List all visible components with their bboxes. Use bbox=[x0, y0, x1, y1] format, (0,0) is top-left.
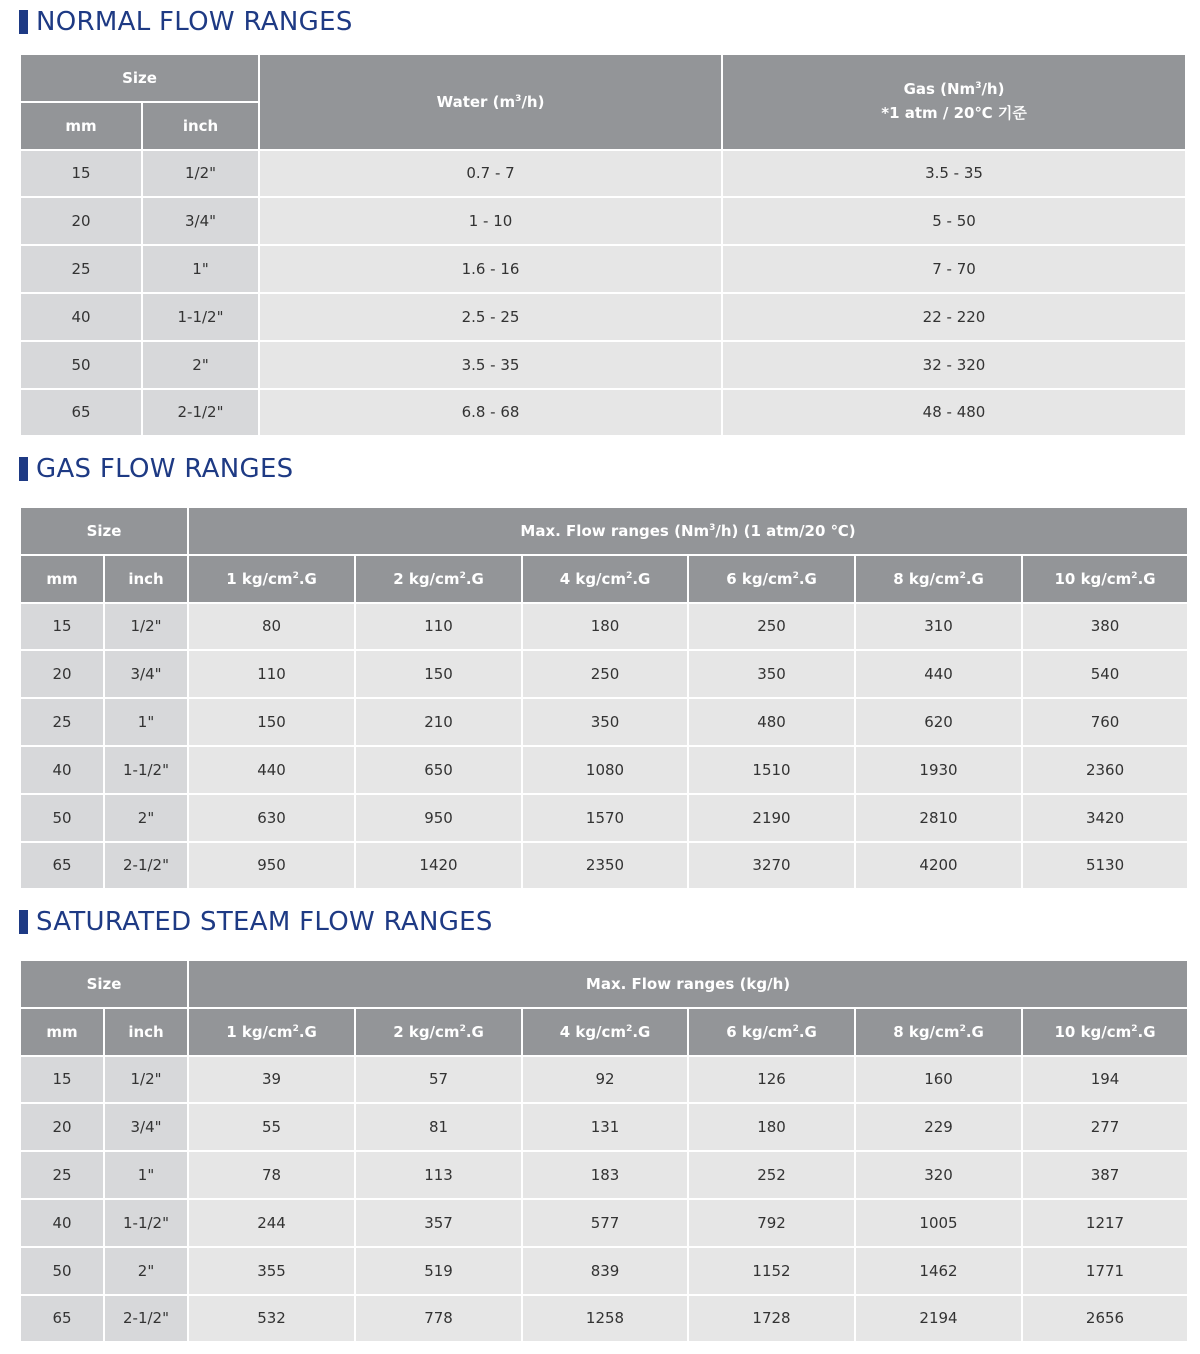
normal-section-title-text: NORMAL FLOW RANGES bbox=[36, 7, 353, 37]
size-header: Size bbox=[20, 960, 188, 1008]
table-row bbox=[20, 1199, 1188, 1247]
pressure-header-sup: 2 bbox=[792, 1023, 799, 1034]
steam-section-title-text: SATURATED STEAM FLOW RANGES bbox=[36, 907, 493, 937]
pressure-header bbox=[688, 555, 855, 603]
pressure-header-sup: 2 bbox=[626, 570, 633, 581]
mm-cell: 65 bbox=[20, 1295, 104, 1343]
value-cell: 839 bbox=[522, 1247, 688, 1295]
steam-section-title bbox=[19, 904, 493, 940]
value-cell: 180 bbox=[522, 603, 688, 651]
pressure-header-suffix: .G bbox=[798, 1022, 817, 1041]
value-cell: 950 bbox=[355, 794, 522, 842]
value-cell: 1258 bbox=[522, 1295, 688, 1343]
water-cell: 1.6 - 16 bbox=[259, 245, 722, 293]
table-row bbox=[20, 197, 1186, 245]
inch-cell: 1" bbox=[104, 1151, 188, 1199]
value-cell: 1728 bbox=[688, 1295, 855, 1343]
gas-section-title bbox=[19, 451, 293, 487]
pressure-header-suffix: .G bbox=[965, 569, 984, 588]
value-cell: 194 bbox=[1022, 1056, 1188, 1104]
table-row bbox=[20, 1295, 1188, 1343]
water-cell: 1 - 10 bbox=[259, 197, 722, 245]
table-row bbox=[20, 603, 1188, 651]
water-header bbox=[259, 54, 722, 150]
title-bar-icon bbox=[19, 910, 28, 934]
mm-cell: 15 bbox=[20, 603, 104, 651]
table-row bbox=[20, 794, 1188, 842]
value-cell: 620 bbox=[855, 698, 1022, 746]
value-cell: 577 bbox=[522, 1199, 688, 1247]
gas-cell: 7 - 70 bbox=[722, 245, 1186, 293]
value-cell: 2360 bbox=[1022, 746, 1188, 794]
table-row bbox=[20, 650, 1188, 698]
inch-cell: 2" bbox=[104, 1247, 188, 1295]
mm-cell: 40 bbox=[20, 746, 104, 794]
inch-cell: 1/2" bbox=[142, 150, 259, 198]
table-row bbox=[20, 341, 1186, 389]
pressure-header-suffix: .G bbox=[298, 569, 317, 588]
inch-cell: 1/2" bbox=[104, 1056, 188, 1104]
pressure-header-text: 4 kg/cm bbox=[559, 569, 627, 588]
value-cell: 760 bbox=[1022, 698, 1188, 746]
value-cell: 2810 bbox=[855, 794, 1022, 842]
pressure-header-sup: 2 bbox=[459, 1023, 466, 1034]
value-cell: 2190 bbox=[688, 794, 855, 842]
value-cell: 39 bbox=[188, 1056, 355, 1104]
value-cell: 250 bbox=[522, 650, 688, 698]
value-cell: 1217 bbox=[1022, 1199, 1188, 1247]
pressure-header bbox=[688, 1008, 855, 1056]
value-cell: 1771 bbox=[1022, 1247, 1188, 1295]
mm-header: mm bbox=[20, 102, 142, 150]
value-cell: 183 bbox=[522, 1151, 688, 1199]
pressure-header-text: 10 kg/cm bbox=[1054, 569, 1132, 588]
pressure-header-sup: 2 bbox=[792, 570, 799, 581]
mm-cell: 50 bbox=[20, 341, 142, 389]
mm-cell: 25 bbox=[20, 698, 104, 746]
value-cell: 1420 bbox=[355, 842, 522, 890]
max-flow-header-sup: 3 bbox=[709, 522, 716, 533]
table-row bbox=[20, 698, 1188, 746]
steam-flow-table bbox=[19, 959, 1189, 1343]
value-cell: 126 bbox=[688, 1056, 855, 1104]
value-cell: 110 bbox=[188, 650, 355, 698]
pressure-header-sup: 2 bbox=[292, 1023, 299, 1034]
inch-header: inch bbox=[104, 555, 188, 603]
pressure-header-text: 8 kg/cm bbox=[893, 1022, 960, 1041]
pressure-header-text: 2 kg/cm bbox=[393, 1022, 460, 1041]
value-cell: 160 bbox=[855, 1056, 1022, 1104]
title-bar-icon bbox=[19, 457, 28, 481]
value-cell: 110 bbox=[355, 603, 522, 651]
water-cell: 6.8 - 68 bbox=[259, 389, 722, 437]
value-cell: 55 bbox=[188, 1103, 355, 1151]
pressure-header-text: 6 kg/cm bbox=[726, 1022, 793, 1041]
inch-cell: 2" bbox=[142, 341, 259, 389]
table-row bbox=[20, 293, 1186, 341]
value-cell: 3420 bbox=[1022, 794, 1188, 842]
value-cell: 2656 bbox=[1022, 1295, 1188, 1343]
inch-cell: 2-1/2" bbox=[104, 842, 188, 890]
value-cell: 180 bbox=[688, 1103, 855, 1151]
pressure-header bbox=[188, 555, 355, 603]
value-cell: 5130 bbox=[1022, 842, 1188, 890]
value-cell: 244 bbox=[188, 1199, 355, 1247]
pressure-header-text: 2 kg/cm bbox=[393, 569, 460, 588]
pressure-header bbox=[522, 555, 688, 603]
value-cell: 440 bbox=[855, 650, 1022, 698]
value-cell: 229 bbox=[855, 1103, 1022, 1151]
value-cell: 80 bbox=[188, 603, 355, 651]
value-cell: 357 bbox=[355, 1199, 522, 1247]
pressure-header-sup: 2 bbox=[1131, 1023, 1138, 1034]
table-row bbox=[20, 746, 1188, 794]
value-cell: 277 bbox=[1022, 1103, 1188, 1151]
pressure-header-text: 8 kg/cm bbox=[893, 569, 960, 588]
pressure-header-suffix: .G bbox=[465, 569, 484, 588]
mm-header: mm bbox=[20, 1008, 104, 1056]
gas-cell: 5 - 50 bbox=[722, 197, 1186, 245]
water-cell: 0.7 - 7 bbox=[259, 150, 722, 198]
value-cell: 650 bbox=[355, 746, 522, 794]
table-row bbox=[20, 1056, 1188, 1104]
value-cell: 78 bbox=[188, 1151, 355, 1199]
gas-section-title-text: GAS FLOW RANGES bbox=[36, 454, 294, 484]
pressure-header-suffix: .G bbox=[965, 1022, 984, 1041]
mm-cell: 25 bbox=[20, 245, 142, 293]
inch-cell: 2" bbox=[104, 794, 188, 842]
inch-cell: 3/4" bbox=[104, 1103, 188, 1151]
table-row bbox=[20, 150, 1186, 198]
mm-cell: 25 bbox=[20, 1151, 104, 1199]
value-cell: 210 bbox=[355, 698, 522, 746]
inch-cell: 1-1/2" bbox=[104, 1199, 188, 1247]
value-cell: 113 bbox=[355, 1151, 522, 1199]
pressure-header-suffix: .G bbox=[465, 1022, 484, 1041]
size-header: Size bbox=[20, 507, 188, 555]
value-cell: 1005 bbox=[855, 1199, 1022, 1247]
water-cell: 2.5 - 25 bbox=[259, 293, 722, 341]
inch-cell: 1" bbox=[104, 698, 188, 746]
gas-header-unit: /h) bbox=[981, 80, 1005, 99]
gas-header-note: *1 atm / 20℃ 기준 bbox=[881, 104, 1027, 123]
pressure-header bbox=[1022, 1008, 1188, 1056]
inch-cell: 1/2" bbox=[104, 603, 188, 651]
mm-header: mm bbox=[20, 555, 104, 603]
gas-flow-table bbox=[19, 506, 1189, 890]
inch-cell: 3/4" bbox=[142, 197, 259, 245]
pressure-header-sup: 2 bbox=[292, 570, 299, 581]
value-cell: 440 bbox=[188, 746, 355, 794]
value-cell: 778 bbox=[355, 1295, 522, 1343]
value-cell: 57 bbox=[355, 1056, 522, 1104]
inch-header: inch bbox=[142, 102, 259, 150]
value-cell: 950 bbox=[188, 842, 355, 890]
value-cell: 350 bbox=[688, 650, 855, 698]
pressure-header-sup: 2 bbox=[959, 570, 966, 581]
max-flow-header: Max. Flow ranges (kg/h) bbox=[188, 960, 1188, 1008]
water-cell: 3.5 - 35 bbox=[259, 341, 722, 389]
mm-cell: 65 bbox=[20, 842, 104, 890]
pressure-header-sup: 2 bbox=[626, 1023, 633, 1034]
inch-cell: 1" bbox=[142, 245, 259, 293]
gas-cell: 32 - 320 bbox=[722, 341, 1186, 389]
inch-cell: 2-1/2" bbox=[104, 1295, 188, 1343]
value-cell: 1510 bbox=[688, 746, 855, 794]
mm-cell: 20 bbox=[20, 1103, 104, 1151]
max-flow-header-text: Max. Flow ranges (Nm bbox=[520, 521, 710, 540]
gas-header-text: Gas (Nm bbox=[903, 80, 976, 99]
value-cell: 792 bbox=[688, 1199, 855, 1247]
gas-cell: 48 - 480 bbox=[722, 389, 1186, 437]
pressure-header bbox=[188, 1008, 355, 1056]
value-cell: 540 bbox=[1022, 650, 1188, 698]
value-cell: 150 bbox=[188, 698, 355, 746]
mm-cell: 40 bbox=[20, 1199, 104, 1247]
water-header-unit: /h) bbox=[521, 92, 545, 111]
inch-cell: 1-1/2" bbox=[104, 746, 188, 794]
table-row bbox=[20, 1103, 1188, 1151]
value-cell: 355 bbox=[188, 1247, 355, 1295]
table-row bbox=[20, 842, 1188, 890]
max-flow-header-unit: /h) (1 atm/20 ℃) bbox=[715, 521, 856, 540]
value-cell: 2350 bbox=[522, 842, 688, 890]
mm-cell: 65 bbox=[20, 389, 142, 437]
value-cell: 150 bbox=[355, 650, 522, 698]
value-cell: 519 bbox=[355, 1247, 522, 1295]
normal-section-title bbox=[19, 4, 353, 40]
value-cell: 380 bbox=[1022, 603, 1188, 651]
value-cell: 81 bbox=[355, 1103, 522, 1151]
value-cell: 310 bbox=[855, 603, 1022, 651]
pressure-header-suffix: .G bbox=[298, 1022, 317, 1041]
value-cell: 320 bbox=[855, 1151, 1022, 1199]
pressure-header-sup: 2 bbox=[1131, 570, 1138, 581]
value-cell: 2194 bbox=[855, 1295, 1022, 1343]
gas-cell: 3.5 - 35 bbox=[722, 150, 1186, 198]
pressure-header-suffix: .G bbox=[1137, 569, 1156, 588]
pressure-header bbox=[1022, 555, 1188, 603]
gas-header bbox=[722, 54, 1186, 150]
mm-cell: 20 bbox=[20, 650, 104, 698]
value-cell: 350 bbox=[522, 698, 688, 746]
value-cell: 630 bbox=[188, 794, 355, 842]
mm-cell: 50 bbox=[20, 794, 104, 842]
water-header-sup: 3 bbox=[515, 93, 522, 104]
pressure-header-suffix: .G bbox=[632, 569, 651, 588]
pressure-header-suffix: .G bbox=[1137, 1022, 1156, 1041]
max-flow-header bbox=[188, 507, 1188, 555]
value-cell: 131 bbox=[522, 1103, 688, 1151]
normal-flow-table bbox=[19, 53, 1187, 437]
table-row bbox=[20, 245, 1186, 293]
inch-cell: 2-1/2" bbox=[142, 389, 259, 437]
pressure-header-suffix: .G bbox=[632, 1022, 651, 1041]
mm-cell: 40 bbox=[20, 293, 142, 341]
pressure-header-sup: 2 bbox=[459, 570, 466, 581]
pressure-header bbox=[855, 555, 1022, 603]
value-cell: 1152 bbox=[688, 1247, 855, 1295]
pressure-header-text: 10 kg/cm bbox=[1054, 1022, 1132, 1041]
value-cell: 1080 bbox=[522, 746, 688, 794]
table-row bbox=[20, 1151, 1188, 1199]
pressure-header-text: 1 kg/cm bbox=[226, 1022, 293, 1041]
pressure-header-suffix: .G bbox=[798, 569, 817, 588]
mm-cell: 20 bbox=[20, 197, 142, 245]
gas-header-sup: 3 bbox=[975, 81, 982, 92]
pressure-header-text: 4 kg/cm bbox=[559, 1022, 627, 1041]
value-cell: 3270 bbox=[688, 842, 855, 890]
value-cell: 1930 bbox=[855, 746, 1022, 794]
value-cell: 250 bbox=[688, 603, 855, 651]
pressure-header-text: 6 kg/cm bbox=[726, 569, 793, 588]
value-cell: 387 bbox=[1022, 1151, 1188, 1199]
table-row bbox=[20, 1247, 1188, 1295]
title-bar-icon bbox=[19, 10, 28, 34]
inch-header: inch bbox=[104, 1008, 188, 1056]
inch-cell: 3/4" bbox=[104, 650, 188, 698]
value-cell: 252 bbox=[688, 1151, 855, 1199]
value-cell: 1462 bbox=[855, 1247, 1022, 1295]
inch-cell: 1-1/2" bbox=[142, 293, 259, 341]
pressure-header bbox=[522, 1008, 688, 1056]
value-cell: 4200 bbox=[855, 842, 1022, 890]
value-cell: 480 bbox=[688, 698, 855, 746]
pressure-header bbox=[355, 555, 522, 603]
size-header: Size bbox=[20, 54, 259, 102]
value-cell: 532 bbox=[188, 1295, 355, 1343]
gas-cell: 22 - 220 bbox=[722, 293, 1186, 341]
water-header-text: Water (m bbox=[436, 92, 516, 111]
mm-cell: 15 bbox=[20, 150, 142, 198]
table-row bbox=[20, 389, 1186, 437]
pressure-header bbox=[355, 1008, 522, 1056]
value-cell: 92 bbox=[522, 1056, 688, 1104]
mm-cell: 15 bbox=[20, 1056, 104, 1104]
pressure-header-sup: 2 bbox=[959, 1023, 966, 1034]
pressure-header-text: 1 kg/cm bbox=[226, 569, 293, 588]
mm-cell: 50 bbox=[20, 1247, 104, 1295]
pressure-header bbox=[855, 1008, 1022, 1056]
value-cell: 1570 bbox=[522, 794, 688, 842]
